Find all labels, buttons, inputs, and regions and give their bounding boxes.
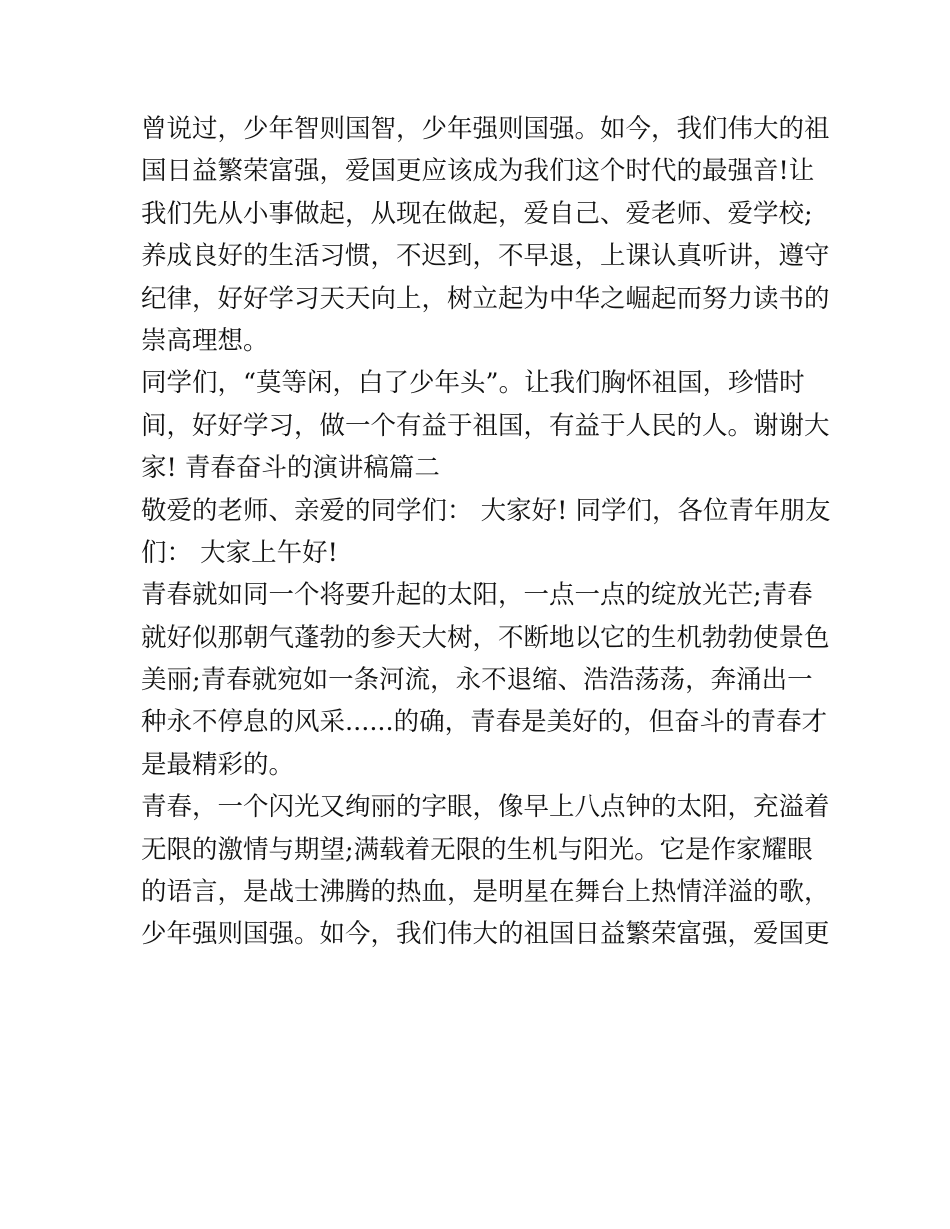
text-line: 青春，一个闪光又绚丽的字眼，像早上八点钟的太阳，充溢着 xyxy=(141,792,830,823)
text-line: 同学们，“莫等闲，白了少年头”。让我们胸怀祖国，珍惜时 xyxy=(141,368,805,399)
text-line: 青春就如同一个将要升起的太阳，一点一点的绽放光芒;青春 xyxy=(141,580,813,611)
text-line: 纪律，好好学习天天向上，树立起为中华之崛起而努力读书的 xyxy=(141,283,830,314)
text-line: 种永不停息的风采......的确，青春是美好的，但奋斗的青春才 xyxy=(141,707,828,738)
text-line: 的语言，是战士沸腾的热血，是明星在舞台上热情洋溢的歌， xyxy=(141,877,830,908)
text-line: 曾说过，少年智则国智，少年强则国强。如今，我们伟大的祖 xyxy=(141,114,830,144)
text-line: 们： 大家上午好! xyxy=(141,537,338,568)
text-line: 敬爱的老师、亲爱的同学们： 大家好! 同学们，各位青年朋友 xyxy=(141,495,831,526)
text-line: 少年强则国强。如今，我们伟大的祖国日益繁荣富强，爱国更 xyxy=(141,919,830,950)
text-line: 就好似那朝气蓬勃的参天大树，不断地以它的生机勃勃使景色 xyxy=(141,622,830,653)
section-heading-line: 家! 青春奋斗的演讲稿篇二 xyxy=(141,453,440,484)
text-line: 国日益繁荣富强，爱国更应该成为我们这个时代的最强音!让 xyxy=(141,156,815,187)
text-line: 我们先从小事做起，从现在做起，爱自己、爱老师、爱学校; xyxy=(141,198,813,229)
text-line: 间，好好学习，做一个有益于祖国，有益于人民的人。谢谢大 xyxy=(141,410,830,441)
text-line: 是最精彩的。 xyxy=(141,749,295,780)
text-line: 崇高理想。 xyxy=(141,325,269,356)
text-line: 美丽;青春就宛如一条河流，永不退缩、浩浩荡荡，奔涌出一 xyxy=(141,665,813,696)
text-line: 养成良好的生活习惯，不迟到，不早退，上课认真听讲，遵守 xyxy=(141,241,830,272)
text-line: 无限的激情与期望;满载着无限的生机与阳光。它是作家耀眼 xyxy=(141,834,813,865)
body-text xyxy=(141,108,831,956)
